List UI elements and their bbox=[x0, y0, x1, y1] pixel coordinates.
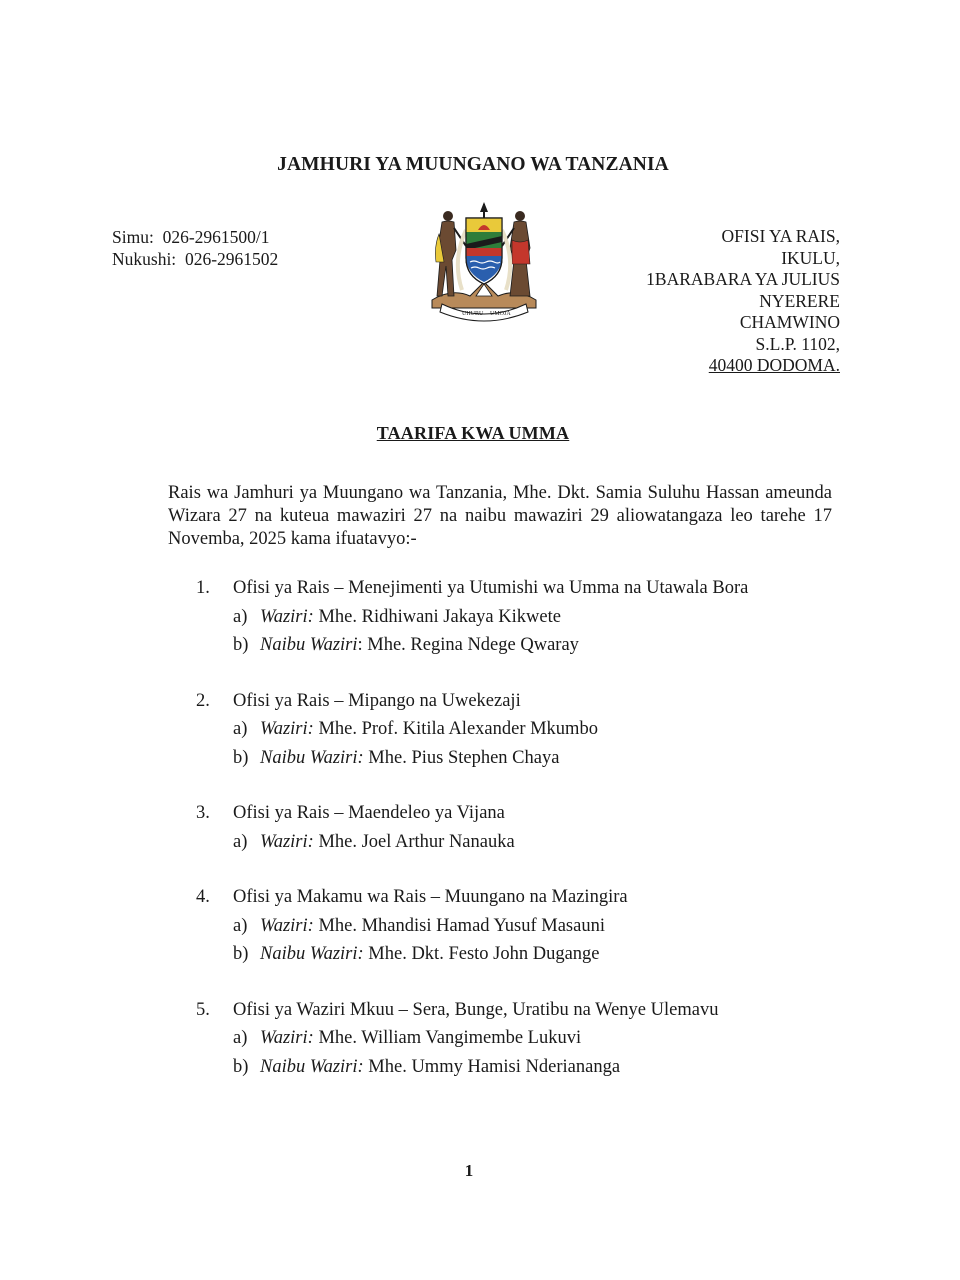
appointment-letter: b) bbox=[233, 747, 249, 768]
fax-value: 026-2961502 bbox=[184, 249, 279, 269]
ministry-name: Ofisi ya Rais – Menejimenti ya Utumishi wa Umma na Utawala Bora bbox=[233, 578, 749, 598]
ministry-list bbox=[196, 574, 896, 1081]
appointment bbox=[196, 828, 896, 857]
ministry-item bbox=[196, 687, 896, 773]
ministry-number: 4. bbox=[196, 887, 210, 907]
appointment-letter: b) bbox=[233, 635, 249, 655]
appointment-role: Waziri: bbox=[260, 1028, 314, 1048]
contact-block bbox=[112, 226, 278, 270]
ministry-name: Ofisi ya Makamu wa Rais – Muungano na Mazingira bbox=[233, 887, 628, 907]
appointment-person: Mhe. Ummy Hamisi Nderiananga bbox=[363, 1056, 621, 1077]
appointment-person: Mhe. Prof. Kitila Alexander Mkumbo bbox=[313, 719, 598, 739]
address-line: S.L.P. 1102, bbox=[755, 333, 840, 354]
ministry-number: 3. bbox=[196, 803, 210, 823]
appointment bbox=[196, 1053, 896, 1082]
appointment bbox=[196, 631, 896, 660]
appointment-role: Waziri: bbox=[260, 915, 314, 936]
phone-label: Simu: bbox=[112, 227, 154, 247]
appointment-letter: b) bbox=[233, 1056, 249, 1077]
appointment-letter: a) bbox=[233, 719, 248, 739]
appointment-person: Mhe. Mhandisi Hamad Yusuf Masauni bbox=[313, 915, 605, 936]
appointment-role: Waziri: bbox=[260, 831, 314, 852]
appointment-person: Mhe. William Vangimembe Lukuvi bbox=[313, 1028, 582, 1048]
appointment-person: Mhe. Pius Stephen Chaya bbox=[363, 747, 560, 768]
fax-label: Nukushi: bbox=[112, 249, 177, 269]
ministry-heading bbox=[196, 687, 896, 716]
appointment-letter: a) bbox=[233, 831, 248, 852]
country-title: JAMHURI YA MUUNGANO WA TANZANIA bbox=[277, 154, 669, 175]
appointment-role: Naibu Waziri: bbox=[260, 747, 364, 768]
fax-row bbox=[112, 248, 278, 270]
appointment-role: Naibu Waziri: bbox=[260, 1056, 364, 1077]
appointment bbox=[196, 912, 896, 941]
appointment-role: Waziri: bbox=[260, 606, 314, 627]
appointment-letter: b) bbox=[233, 944, 249, 964]
ministry-heading bbox=[196, 996, 896, 1025]
phone-row bbox=[112, 226, 278, 248]
appointment-role: Naibu Waziri bbox=[260, 635, 358, 655]
ministry-heading bbox=[196, 574, 896, 603]
appointment-person: Mhe. Joel Arthur Nanauka bbox=[313, 831, 515, 852]
appointment bbox=[196, 603, 896, 632]
ministry-heading bbox=[196, 799, 896, 828]
ministry-item bbox=[196, 883, 896, 969]
phone-value: 026-2961500/1 bbox=[162, 227, 270, 247]
appointment-letter: a) bbox=[233, 1028, 248, 1048]
ministry-heading bbox=[196, 883, 896, 912]
appointment-letter: a) bbox=[233, 915, 248, 936]
ministry-item bbox=[196, 574, 896, 660]
address-block bbox=[646, 226, 840, 377]
address-line: NYERERE bbox=[759, 290, 840, 311]
ministry-number: 5. bbox=[196, 999, 210, 1020]
appointment-role: Naibu Waziri: bbox=[260, 944, 364, 964]
appointment-letter: a) bbox=[233, 606, 248, 627]
address-line: 40400 DODOMA. bbox=[708, 355, 840, 375]
ministry-name: Ofisi ya Rais – Mipango na Uwekezaji bbox=[233, 690, 521, 711]
motto-left-text: UHURU bbox=[462, 311, 484, 317]
address-line: CHAMWINO bbox=[739, 312, 840, 332]
ministry-name: Ofisi ya Rais – Maendeleo ya Vijana bbox=[233, 803, 505, 823]
ministry-number: 2. bbox=[196, 690, 210, 711]
motto-right-text: UMOJA bbox=[490, 311, 511, 317]
intro-paragraph: Rais wa Jamhuri ya Muungano wa Tanzania, Mhe. Dkt. Samia Suluhu Hassan ameunda Wizara 27 na kuteua mawaziri 27 na naibu mawaziri 29 aliowatangaza leo tarehe 17 Novemba, 2025 kama ifuatavyo:- bbox=[168, 483, 832, 549]
ministry-number: 1. bbox=[196, 578, 210, 598]
ministry-name: Ofisi ya Waziri Mkuu – Sera, Bunge, Uratibu na Wenye Ulemavu bbox=[233, 999, 719, 1020]
ministry-item bbox=[196, 799, 896, 856]
ministry-item bbox=[196, 996, 896, 1082]
address-line: OFISI YA RAIS, bbox=[721, 226, 840, 246]
appointment bbox=[196, 715, 896, 744]
page-number: 1 bbox=[464, 1161, 474, 1180]
appointment-person: Mhe. Dkt. Festo John Dugange bbox=[363, 944, 600, 964]
appointment bbox=[196, 1024, 896, 1053]
coat-of-arms-icon bbox=[422, 200, 546, 324]
document-title: TAARIFA KWA UMMA bbox=[376, 423, 570, 443]
appointment-person: : Mhe. Regina Ndege Qwaray bbox=[357, 635, 579, 655]
address-line: 1BARABARA YA JULIUS bbox=[646, 269, 840, 289]
appointment-person: Mhe. Ridhiwani Jakaya Kikwete bbox=[313, 606, 561, 627]
appointment-role: Waziri: bbox=[260, 719, 314, 739]
appointment bbox=[196, 744, 896, 773]
appointment bbox=[196, 940, 896, 969]
address-line: IKULU, bbox=[781, 247, 840, 268]
